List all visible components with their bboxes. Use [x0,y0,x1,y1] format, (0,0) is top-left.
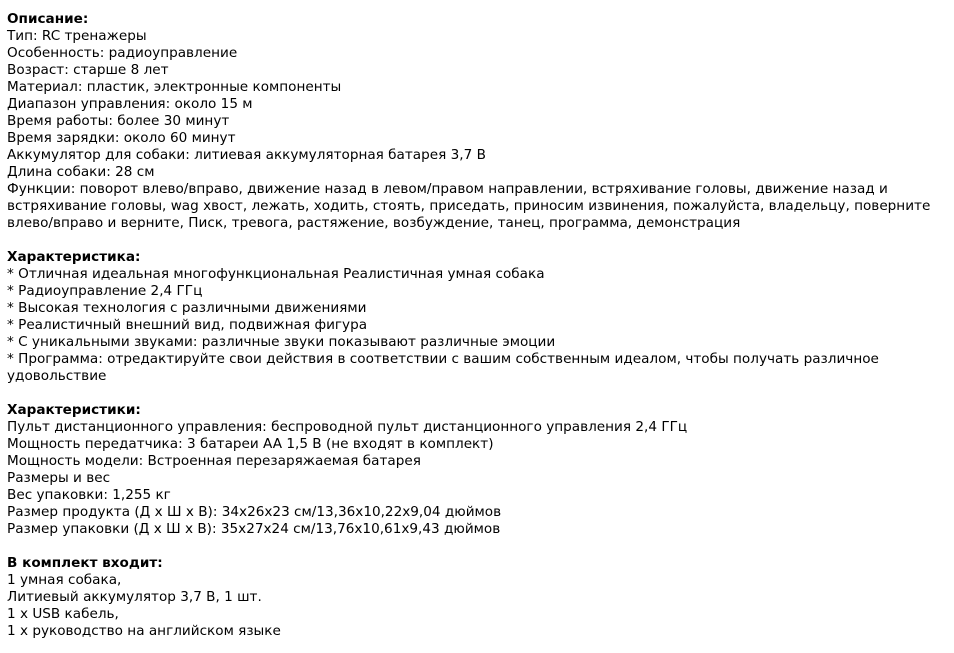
spec-line-transmitter-power: Мощность передатчика: 3 батареи AA 1,5 В (не входят в комплект) [7,436,494,452]
spec-line-product-size: Размер продукта (Д x Ш x В): 34x26x23 см/13,36x10,22x9,04 дюймов [7,504,502,520]
section-description [7,11,947,232]
spec-line-length: Длина собаки: 28 см [7,164,155,180]
feature-item: * Программа: отредактируйте свои действия в соответствии с вашим собственным идеалом, чтобы получать различное удовольствие [7,351,879,384]
spec-line-battery: Аккумулятор для собаки: литиевая аккумуляторная батарея 3,7 В [7,147,486,163]
package-item: 1 умная собака, [7,572,122,588]
section-heading: В комплект входит: [7,555,163,571]
spec-line-age: Возраст: старше 8 лет [7,62,169,78]
spec-line-remote: Пульт дистанционного управления: беспроводной пульт дистанционного управления 2,4 ГГц [7,419,688,435]
spec-line-package-size: Размер упаковки (Д x Ш x В): 35x27x24 см/13,76x10,61x9,43 дюймов [7,521,501,537]
spec-line-run-time: Время работы: более 30 минут [7,113,230,129]
spec-line-package-weight: Вес упаковки: 1,255 кг [7,487,171,503]
section-heading: Характеристика: [7,249,141,265]
feature-item: * Реалистичный внешний вид, подвижная фигура [7,317,368,333]
package-item: Литиевый аккумулятор 3,7 В, 1 шт. [7,589,262,605]
section-specifications [7,402,947,538]
spec-line-functions: Функции: поворот влево/вправо, движение назад в левом/правом направлении, встряхивание головы, движение назад и встряхивание головы, wag хвост, лежать, ходить, стоять, приседать, приносим извинения, пожалуйста, владельцу, поверните влево/вправо и верните, Писк, тревога, растяжение, возбуждение, танец, программа, демонстрация [7,181,931,231]
feature-item: * Высокая технология с различными движениями [7,300,367,316]
spec-line-control-range: Диапазон управления: около 15 м [7,96,253,112]
feature-item: * Отличная идеальная многофункциональная Реалистичная умная собака [7,266,545,282]
section-heading: Характеристики: [7,402,141,418]
spec-line-size-weight: Размеры и вес [7,470,111,486]
spec-line-material: Материал: пластик, электронные компоненты [7,79,342,95]
product-description [7,11,947,640]
feature-item: * С уникальными звуками: различные звуки показывают различные эмоции [7,334,556,350]
spec-line-charge-time: Время зарядки: около 60 минут [7,130,236,146]
spec-line-type: Тип: RC тренажеры [7,28,147,44]
section-package-contents [7,555,947,640]
section-heading: Описание: [7,11,89,27]
spec-line-feature: Особенность: радиоуправление [7,45,238,61]
section-features [7,249,947,385]
spec-line-model-power: Мощность модели: Встроенная перезаряжаемая батарея [7,453,421,469]
feature-item: * Радиоуправление 2,4 ГГц [7,283,203,299]
package-item: 1 x USB кабель, [7,606,119,622]
package-item: 1 x руководство на английском языке [7,623,281,639]
